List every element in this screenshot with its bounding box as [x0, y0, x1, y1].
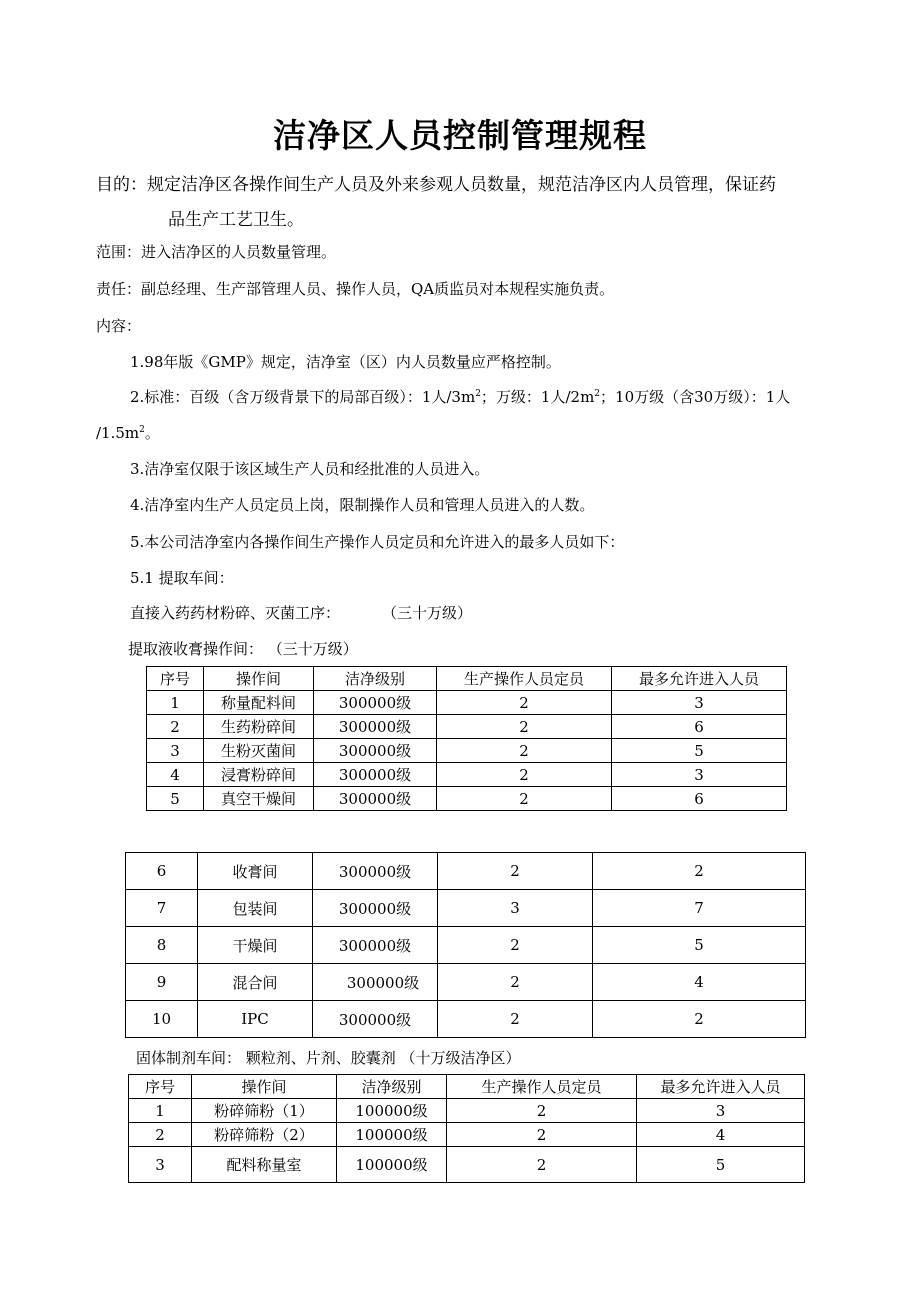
table-cell: 3 — [612, 691, 787, 715]
scope-text: 范围：进入洁净区的人员数量管理。 — [96, 243, 337, 261]
table-cell: 300000级 — [313, 890, 438, 927]
table-cell: 300000级 — [314, 691, 437, 715]
header-cell: 序号 — [147, 667, 204, 691]
document-title: 洁净区人员控制管理规程 — [273, 116, 647, 155]
table-cell: 2 — [447, 1147, 637, 1183]
table-row — [147, 739, 787, 763]
table-cell: 粉碎筛粉（2） — [192, 1123, 337, 1147]
table-cell: IPC — [198, 1001, 313, 1038]
table-cell: 300000级 — [313, 853, 438, 890]
table-cell: 2 — [437, 739, 612, 763]
table-cell: 5 — [147, 787, 204, 811]
table-row — [126, 1001, 806, 1038]
table-cell: 2 — [147, 715, 204, 739]
table-cell: 称量配料间 — [204, 691, 314, 715]
item-1: 1.98年版《GMP》规定，洁净室（区）内人员数量应严格控制。 — [130, 353, 561, 371]
header-cell: 序号 — [129, 1075, 192, 1099]
table-cell: 2 — [447, 1099, 637, 1123]
header-cell: 操作间 — [192, 1075, 337, 1099]
table-cell: 6 — [612, 787, 787, 811]
direct-process-grade: （三十万级） — [382, 604, 473, 622]
item-5-1: 5.1 提取车间： — [130, 569, 234, 587]
solid-workshop-line: 固体制剂车间： 颗粒剂、片剂、胶囊剂 （十万级洁净区） — [136, 1049, 521, 1067]
table-cell: 干燥间 — [198, 927, 313, 964]
table-cell: 2 — [129, 1123, 192, 1147]
table-cell: 5 — [612, 739, 787, 763]
table-cell: 100000级 — [337, 1147, 447, 1183]
table-cell: 2 — [437, 715, 612, 739]
table-row — [129, 1147, 805, 1183]
table-row — [147, 763, 787, 787]
table-cell: 7 — [593, 890, 806, 927]
table-cell: 300000级 — [314, 715, 437, 739]
table-cell: 生药粉碎间 — [204, 715, 314, 739]
table-row — [129, 1123, 805, 1147]
table-cell: 浸膏粉碎间 — [204, 763, 314, 787]
table-cell: 2 — [447, 1123, 637, 1147]
purpose-line-1: 目的：规定洁净区各操作间生产人员及外来参观人员数量，规范洁净区内人员管理，保证药 — [96, 175, 776, 195]
table-cell: 包装间 — [198, 890, 313, 927]
table-cell: 2 — [438, 927, 593, 964]
table-cell: 2 — [437, 691, 612, 715]
table-cell: 10 — [126, 1001, 198, 1038]
table-cell: 3 — [438, 890, 593, 927]
item-4: 4.洁净室内生产人员定员上岗，限制操作人员和管理人员进入的人数。 — [130, 496, 595, 514]
table-cell: 5 — [637, 1147, 805, 1183]
header-cell: 操作间 — [204, 667, 314, 691]
table-header-row — [129, 1075, 805, 1099]
table-cell: 7 — [126, 890, 198, 927]
table-cell: 9 — [126, 964, 198, 1001]
table-cell: 2 — [438, 964, 593, 1001]
table-cell: 1 — [129, 1099, 192, 1123]
table-cell: 配料称量室 — [192, 1147, 337, 1183]
table-cell: 4 — [147, 763, 204, 787]
table-cell: 2 — [593, 1001, 806, 1038]
extraction-table-part-2 — [125, 852, 806, 1038]
item-2-line-2: $/1.5m^2$。 — [96, 424, 160, 442]
table-cell: 生粉灭菌间 — [204, 739, 314, 763]
content-label: 内容： — [96, 317, 142, 335]
table-cell: 3 — [637, 1099, 805, 1123]
table-cell: 300000级 — [313, 1001, 438, 1038]
purpose-line-2: 品生产工艺卫生。 — [168, 210, 304, 230]
item-5: 5.本公司洁净室内各操作间生产操作人员定员和允许进入的最多人员如下： — [130, 533, 625, 551]
table-row — [126, 853, 806, 890]
table-cell: 5 — [593, 927, 806, 964]
table-cell: 收膏间 — [198, 853, 313, 890]
table-cell: 3 — [612, 763, 787, 787]
table-row — [129, 1099, 805, 1123]
table-cell: 300000级 — [314, 763, 437, 787]
header-cell: 最多允许进入人员 — [612, 667, 787, 691]
table-cell: 4 — [593, 964, 806, 1001]
table-cell: 2 — [438, 1001, 593, 1038]
table-cell: 100000级 — [337, 1099, 447, 1123]
header-cell: 生产操作人员定员 — [437, 667, 612, 691]
table-cell: 300000级 — [314, 739, 437, 763]
table-cell: 1 — [147, 691, 204, 715]
table-row — [147, 715, 787, 739]
table-row — [126, 964, 806, 1001]
responsibility-text: 责任：副总经理、生产部管理人员、操作人员，QA质监员对本规程实施负责。 — [96, 280, 615, 298]
table-cell: 6 — [126, 853, 198, 890]
table-cell: 4 — [637, 1123, 805, 1147]
table-cell: 3 — [129, 1147, 192, 1183]
table-cell: 3 — [147, 739, 204, 763]
item-2-line-1: 2.标准：百级（含万级背景下的局部百级）：1人$/3m^2$；万级：1人$/2m^2$；10万级（含30万级）：1人 — [130, 388, 791, 406]
table-cell: 真空干燥间 — [204, 787, 314, 811]
table-cell: 2 — [437, 763, 612, 787]
table-row — [147, 787, 787, 811]
table-cell: 混合间 — [198, 964, 313, 1001]
table-cell: 300000级 — [314, 787, 437, 811]
table-row — [126, 927, 806, 964]
header-cell: 洁净级别 — [337, 1075, 447, 1099]
table-cell: 300000级 — [313, 927, 438, 964]
header-cell: 最多允许进入人员 — [637, 1075, 805, 1099]
table-cell: 8 — [126, 927, 198, 964]
table-cell: 300000级 — [313, 964, 438, 1001]
extraction-table-part-1 — [146, 666, 787, 811]
table-header-row — [147, 667, 787, 691]
table-cell: 100000级 — [337, 1123, 447, 1147]
table-cell: 2 — [437, 787, 612, 811]
table-cell: 2 — [438, 853, 593, 890]
extract-room-line: 提取液收膏操作间： （三十万级） — [128, 640, 358, 658]
table-row — [147, 691, 787, 715]
header-cell: 洁净级别 — [314, 667, 437, 691]
table-row — [126, 890, 806, 927]
table-cell: 2 — [593, 853, 806, 890]
solid-dosage-table — [128, 1074, 805, 1183]
table-cell: 6 — [612, 715, 787, 739]
direct-process-line: 直接入药药材粉碎、灭菌工序： — [130, 604, 341, 622]
table-cell: 粉碎筛粉（1） — [192, 1099, 337, 1123]
item-3: 3.洁净室仅限于该区域生产人员和经批准的人员进入。 — [130, 460, 490, 478]
header-cell: 生产操作人员定员 — [447, 1075, 637, 1099]
